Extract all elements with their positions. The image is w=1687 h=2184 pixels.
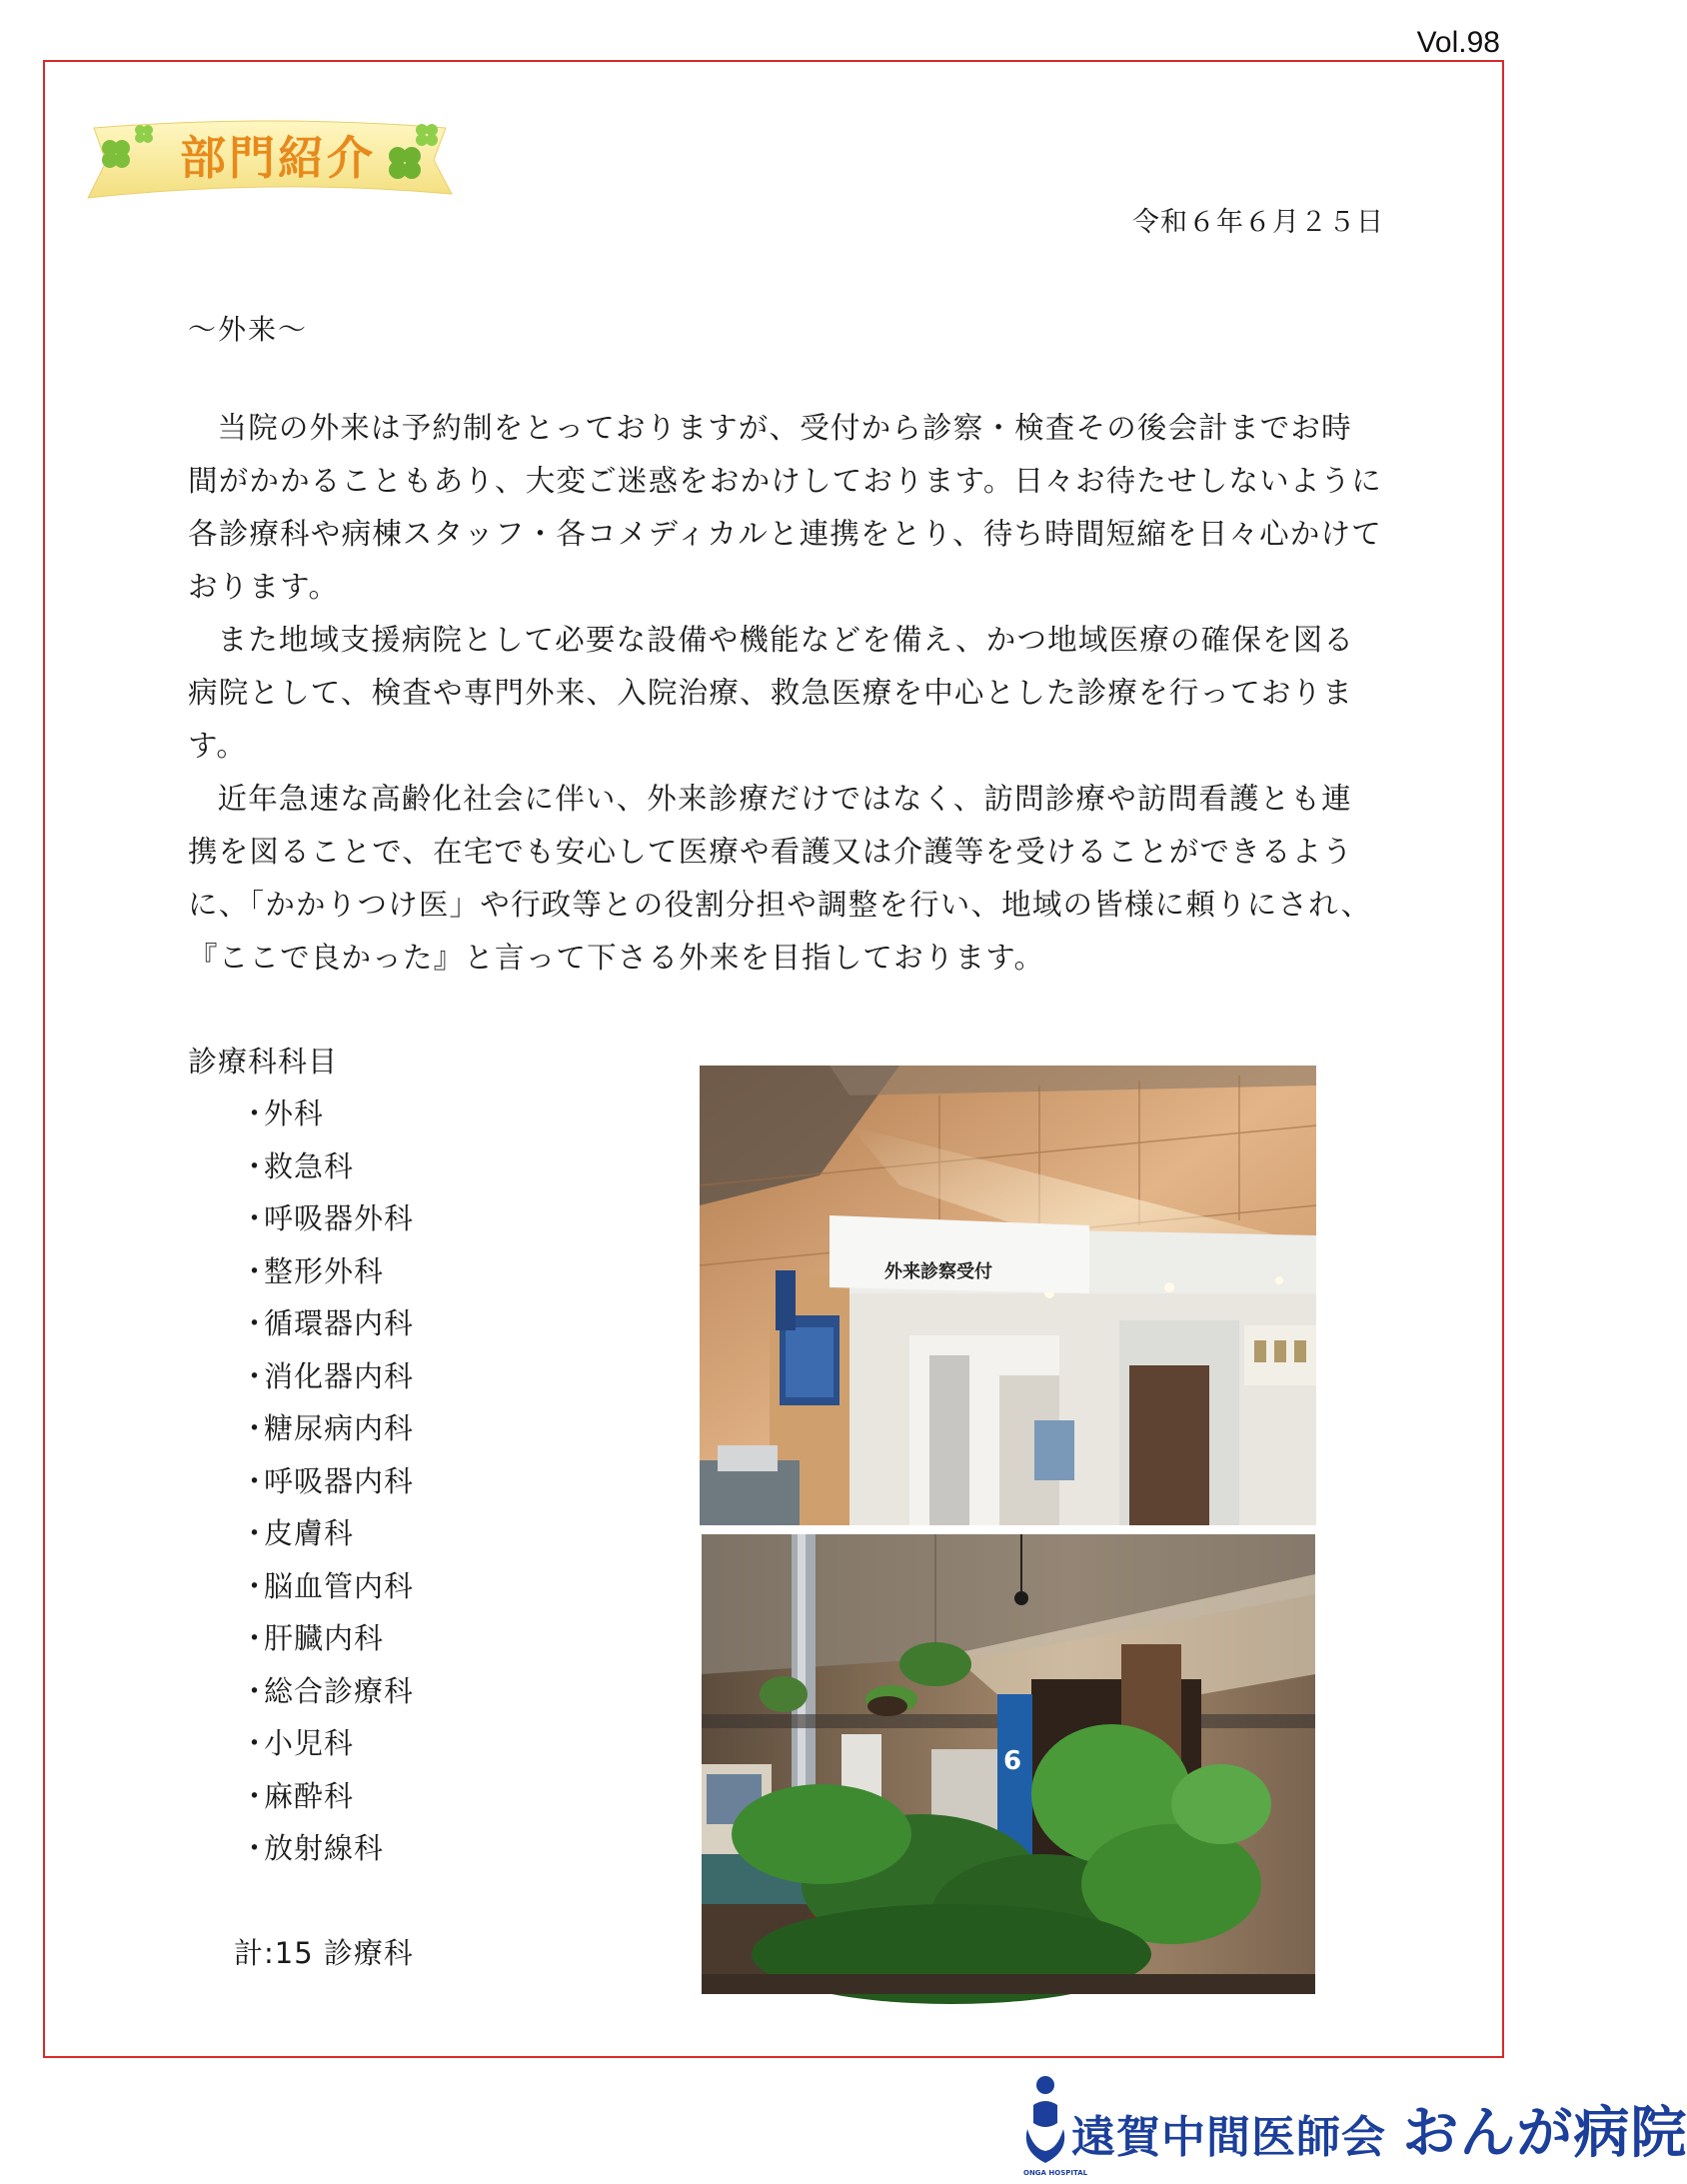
section-banner	[80, 108, 460, 208]
list-item: ・ 小児科	[240, 1726, 355, 1760]
hospital-name	[1071, 2089, 1687, 2169]
article-body	[188, 402, 1382, 985]
reception-sign: 外来診察受付	[884, 1261, 992, 1282]
list-item: ・ 呼吸器内科	[240, 1463, 415, 1498]
list-item: ・ 循環器内科	[240, 1306, 415, 1340]
departments-heading: 診療科科目	[188, 1045, 339, 1079]
list-item: ・ 救急科	[240, 1148, 355, 1183]
list-item: ・ 糖尿病内科	[240, 1411, 415, 1445]
paragraph: 当院の外来は予約制をとっておりますが、受付から診察・検査その後会計までお時間がかかることもあり、大変ご迷惑をおかけしております。日々お待たせしないように各診療科や病棟スタッフ・各コメディカルと連携をとり、待ち時間短縮を日々心かけております。	[188, 411, 1382, 604]
list-item: ・ 整形外科	[240, 1253, 385, 1288]
list-item: ・ 肝臓内科	[240, 1621, 385, 1655]
list-item: ・ 外科	[240, 1096, 325, 1130]
department-list	[240, 1088, 414, 1875]
emblem-text: ONGA HOSPITAL	[1023, 2169, 1088, 2177]
hospital-name-large: おんが病院	[1402, 2101, 1687, 2166]
list-item: ・ 皮膚科	[240, 1516, 355, 1550]
hospital-emblem-icon	[1019, 2071, 1088, 2179]
department-total: 計:15 診療科	[234, 1936, 414, 1970]
paragraph: また地域支援病院として必要な設備や機能などを備え、かつ地域医療の確保を図る病院として、検査や専門外来、入院治療、救急医療を中心とした診療を行っております。	[188, 623, 1355, 763]
section-title: ～外来～	[188, 313, 309, 346]
reception-photo	[700, 1066, 1316, 1525]
paragraph: 近年急速な高齢化社会に伴い、外来診療だけではなく、訪問診療や訪問看護とも連携を図ることで、在宅でも安心して医療や看護又は介護等を受けることができるように、「かかりつけ医」や行政等との役割分担や調整を行い、地域の皆様に頼りにされ、『ここで良かった』と言って下さる外来を目指しております。	[188, 782, 1372, 975]
list-item: ・ 消化器内科	[240, 1358, 415, 1393]
banner-title: 部門紹介	[180, 131, 376, 185]
list-item: ・ 麻酔科	[240, 1778, 355, 1813]
list-item: ・ 脳血管内科	[240, 1568, 415, 1603]
list-item: ・ 総合診療科	[240, 1673, 415, 1708]
list-item: ・ 呼吸器外科	[240, 1201, 415, 1235]
organization-name: 遠賀中間医師会	[1071, 2112, 1386, 2163]
list-item: ・ 放射線科	[240, 1831, 385, 1865]
volume-number: Vol.98	[1416, 26, 1500, 59]
issue-date: 令和６年６月２５日	[1132, 207, 1384, 238]
lobby-photo	[702, 1534, 1315, 1994]
room-number-sign: 6	[1003, 1746, 1022, 1776]
hospital-logo	[1019, 2071, 1687, 2179]
